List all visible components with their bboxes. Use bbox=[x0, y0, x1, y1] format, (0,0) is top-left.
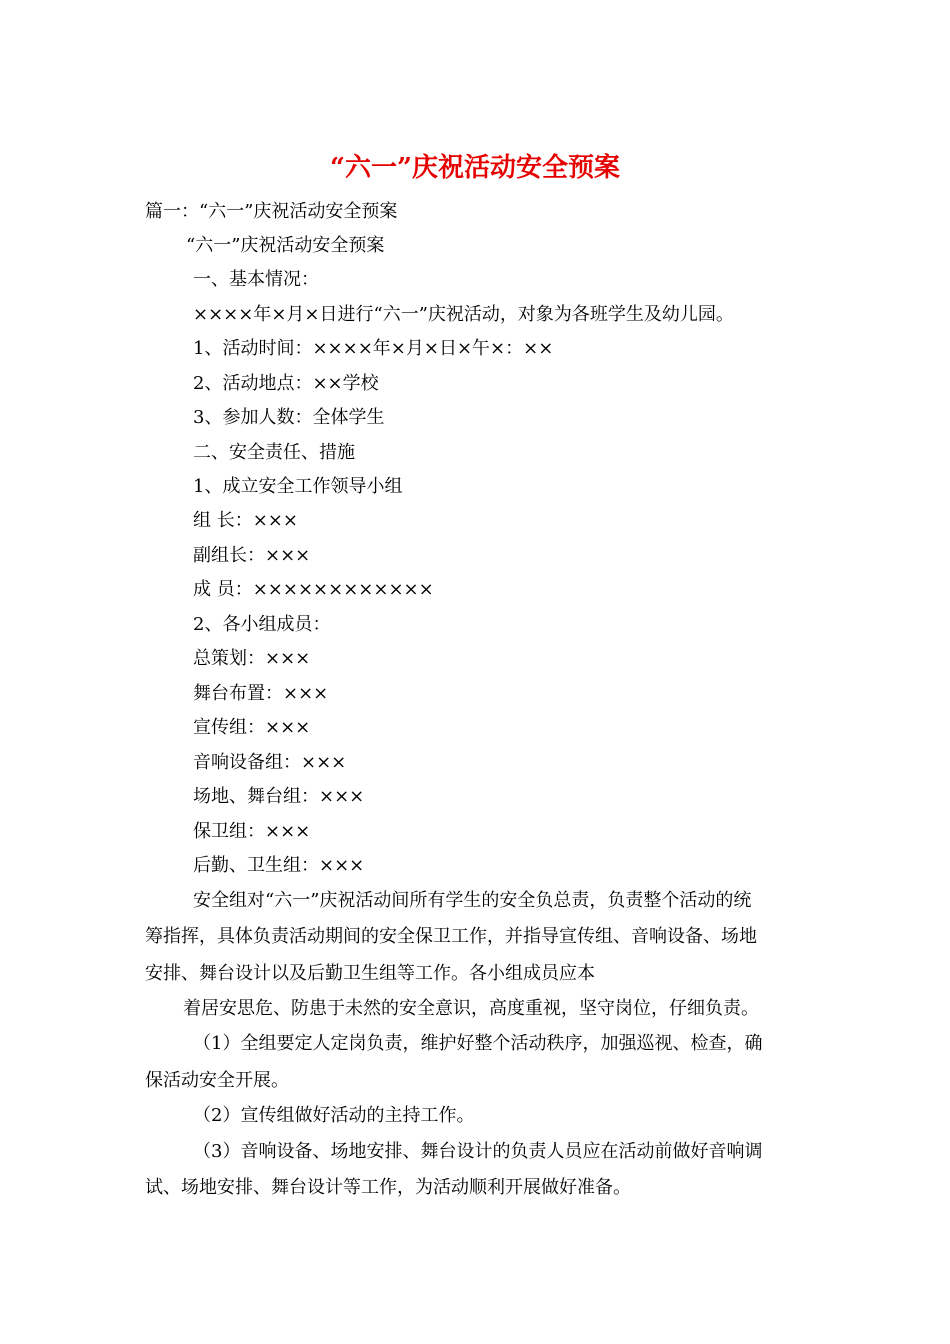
list-item: 副组长：××× bbox=[193, 545, 311, 566]
heading-safety-measures: 二、安全责任、措施 bbox=[193, 442, 355, 463]
paragraph-line: 保活动安全开展。 bbox=[145, 1070, 289, 1091]
list-item: 保卫组：××× bbox=[193, 821, 311, 842]
list-item: 2、活动地点：××学校 bbox=[193, 373, 379, 394]
list-item: 舞台布置：××× bbox=[193, 683, 329, 704]
list-item: 总策划：××× bbox=[193, 648, 311, 669]
paragraph-line: （3）音响设备、场地安排、舞台设计的负责人员应在活动前做好音响调 bbox=[193, 1141, 763, 1162]
list-item: 音响设备组：××× bbox=[193, 752, 347, 773]
list-item: 1、成立安全工作领导小组 bbox=[193, 476, 403, 497]
paragraph-line: 试、场地安排、舞台设计等工作，为活动顺利开展做好准备。 bbox=[145, 1177, 631, 1198]
section-heading: 篇一：“六一”庆祝活动安全预案 bbox=[145, 201, 398, 222]
subtitle: “六一”庆祝活动安全预案 bbox=[186, 235, 385, 256]
paragraph-line: 安全组对“六一”庆祝活动间所有学生的安全负总责，负责整个活动的统 bbox=[193, 890, 752, 911]
list-item: 成 员：×××××××××××× bbox=[193, 579, 434, 600]
document-title: “六一”庆祝活动安全预案 bbox=[330, 153, 620, 183]
list-item: 后勤、卫生组：××× bbox=[193, 855, 365, 876]
list-item: 组 长：××× bbox=[193, 510, 298, 531]
paragraph-line: ××××年×月×日进行“六一”庆祝活动，对象为各班学生及幼儿园。 bbox=[193, 304, 734, 325]
paragraph-line: （2）宣传组做好活动的主持工作。 bbox=[193, 1105, 475, 1126]
paragraph-line: 筹指挥，具体负责活动期间的安全保卫工作，并指导宣传组、音响设备、场地 bbox=[145, 926, 757, 947]
heading-basic-info: 一、基本情况： bbox=[193, 269, 319, 290]
list-item: 场地、舞台组：××× bbox=[193, 786, 365, 807]
paragraph-line: 着居安思危、防患于未然的安全意识，高度重视，坚守岗位，仔细负责。 bbox=[183, 998, 759, 1019]
list-item: 3、参加人数：全体学生 bbox=[193, 407, 385, 428]
list-item: 1、活动时间：××××年×月×日×午×：×× bbox=[193, 338, 554, 359]
paragraph-line: 安排、舞台设计以及后勤卫生组等工作。各小组成员应本 bbox=[145, 963, 595, 984]
paragraph-line: （1）全组要定人定岗负责，维护好整个活动秩序，加强巡视、检查，确 bbox=[193, 1033, 763, 1054]
list-item: 宣传组：××× bbox=[193, 717, 311, 738]
list-item: 2、各小组成员： bbox=[193, 614, 331, 635]
